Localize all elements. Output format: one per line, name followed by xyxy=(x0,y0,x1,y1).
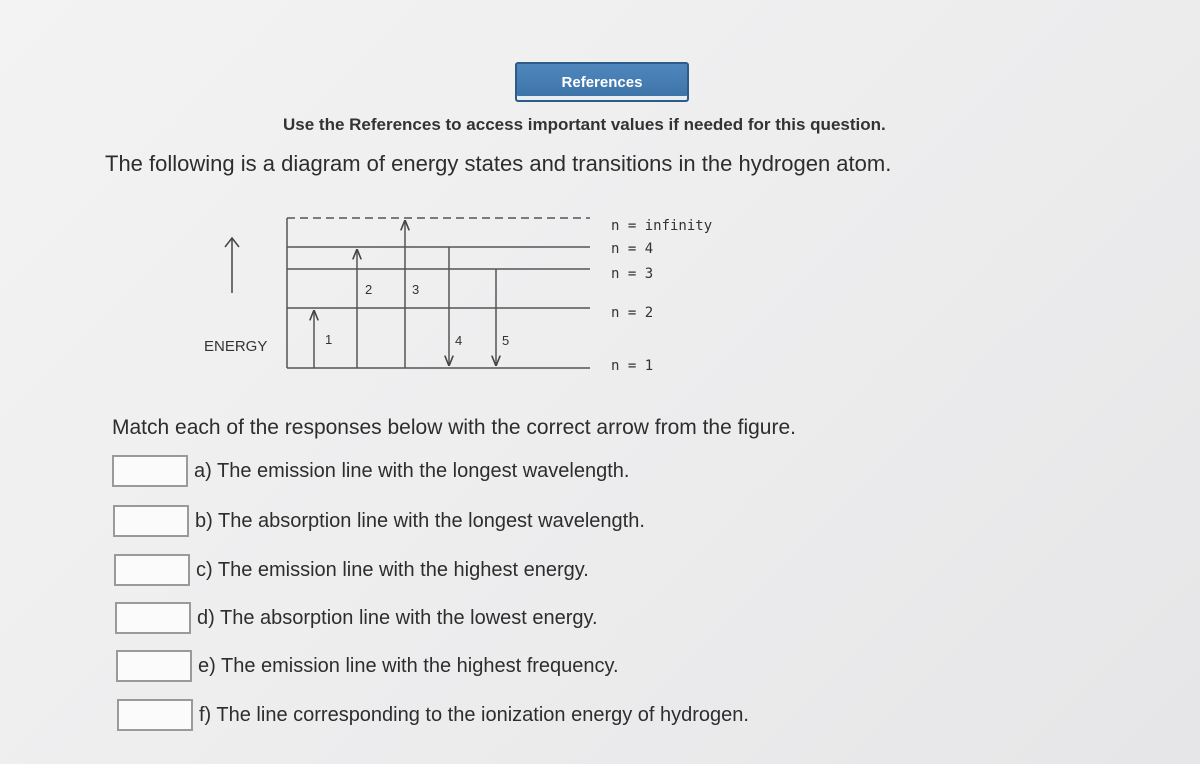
response-text-d: d) The absorption line with the lowest energy. xyxy=(197,606,598,629)
response-row-e xyxy=(116,650,619,682)
response-row-a xyxy=(112,455,629,487)
arrow-label-5: 5 xyxy=(502,333,510,348)
response-row-c xyxy=(114,554,589,586)
level-label-n1: n = 1 xyxy=(611,358,654,374)
answer-box-b[interactable] xyxy=(113,505,189,537)
arrow-label-4: 4 xyxy=(455,333,463,348)
intro-text: The following is a diagram of energy states and transitions in the hydrogen atom. xyxy=(105,151,892,176)
match-prompt: Match each of the responses below with the correct arrow from the figure. xyxy=(112,416,796,439)
response-row-f xyxy=(117,699,749,731)
response-text-f: f) The line corresponding to the ionization energy of hydrogen. xyxy=(199,703,749,726)
energy-level-diagram xyxy=(190,205,770,390)
energy-label: ENERGY xyxy=(204,338,268,355)
level-label-n4: n = 4 xyxy=(611,241,654,257)
answer-box-a[interactable] xyxy=(112,455,188,487)
answer-box-e[interactable] xyxy=(116,650,192,682)
references-button[interactable]: References xyxy=(515,62,689,102)
answer-box-d[interactable] xyxy=(115,602,191,634)
response-row-b xyxy=(113,505,645,537)
response-row-d xyxy=(115,602,598,634)
answer-box-f[interactable] xyxy=(117,699,193,731)
references-note: Use the References to access important values if needed for this question. xyxy=(283,115,886,134)
response-text-e: e) The emission line with the highest frequency. xyxy=(198,654,619,677)
answer-box-c[interactable] xyxy=(114,554,190,586)
level-label-infinity: n = infinity xyxy=(611,218,713,234)
response-text-a: a) The emission line with the longest wavelength. xyxy=(194,459,630,482)
response-text-b: b) The absorption line with the longest wavelength. xyxy=(195,509,645,532)
arrow-label-3: 3 xyxy=(412,282,420,297)
response-text-c: c) The emission line with the highest energy. xyxy=(196,558,589,581)
level-label-n2: n = 2 xyxy=(611,305,654,321)
level-label-n3: n = 3 xyxy=(611,266,654,282)
arrow-label-2: 2 xyxy=(365,282,373,297)
energy-axis-arrow-icon xyxy=(225,238,239,293)
arrow-label-1: 1 xyxy=(325,332,333,347)
